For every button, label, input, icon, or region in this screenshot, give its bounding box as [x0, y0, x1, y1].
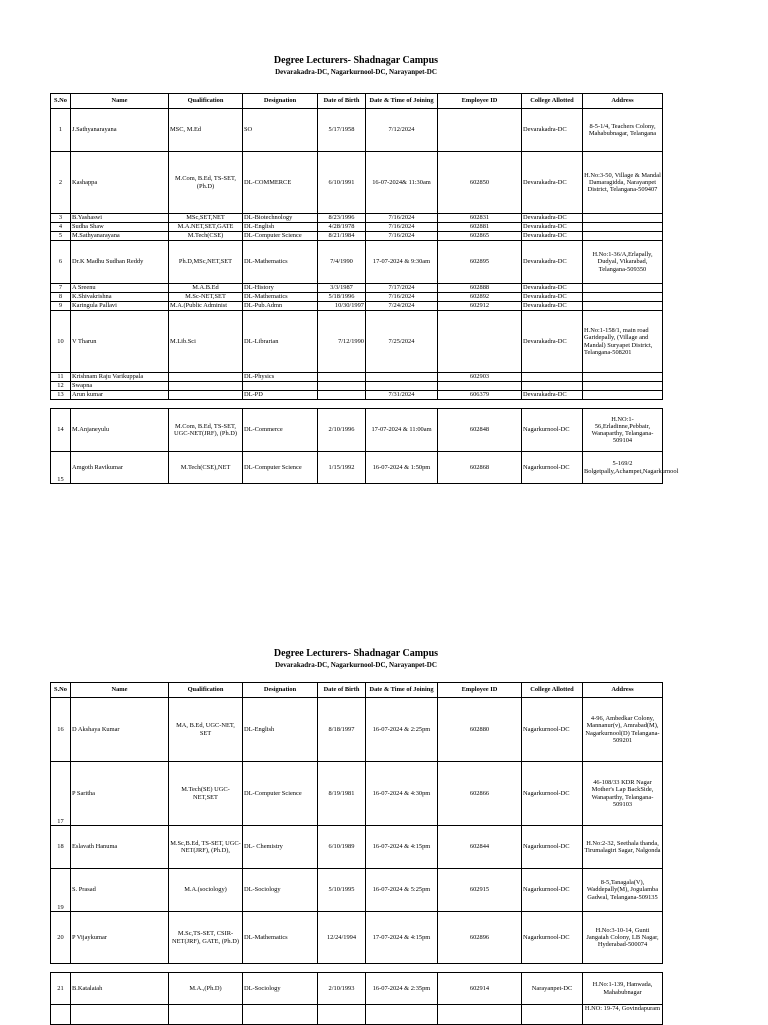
cell-sno: 6 [51, 241, 71, 284]
table-row [51, 869, 663, 912]
cell-sno: 19 [51, 869, 71, 912]
header-qualification: Qualification [169, 94, 243, 109]
cell-name: Karingula Pallavi [71, 302, 169, 311]
cell-address: H.No:1-36/A,Erlapally, Dudyal, Vikarabad, Telangana-509350 [583, 241, 663, 284]
cell-name: Arun kumar [71, 391, 169, 400]
cell-name: Amgoth Ravikumar [71, 452, 169, 484]
cell-qualification [169, 373, 243, 382]
cell-sno: 16 [51, 698, 71, 762]
table-header [51, 94, 663, 109]
table-row [51, 109, 663, 152]
cell-sno: 12 [51, 382, 71, 391]
cell-college: Devarakadra-DC [522, 223, 583, 232]
header-sno: S.No [51, 94, 71, 109]
cell-address: H.No:3-10-14, Gunti Jangaiah Colony, LB Nagar, Hyderabad-500074 [583, 912, 663, 964]
header-college: College Allotted [522, 683, 583, 698]
cell-college: Nagarkurnool-DC [522, 826, 583, 869]
table-row [51, 293, 663, 302]
cell-dob: 2/10/1993 [318, 973, 366, 1005]
cell-qualification: Ph.D,MSc,NET,SET [169, 241, 243, 284]
cell-designation: DL-Pub.Admn [243, 302, 318, 311]
cell-sno: 18 [51, 826, 71, 869]
cell-designation: DL-Physics [243, 373, 318, 382]
cell-employee-id [438, 109, 522, 152]
table-spacer [51, 964, 663, 973]
cell-sno: 13 [51, 391, 71, 400]
cell-employee-id: 602868 [438, 452, 522, 484]
cell-sno: 4 [51, 223, 71, 232]
cell-college: Nagarkurnool-DC [522, 409, 583, 452]
cell-address: H.No:1-139, Hanwada, Mahabubnagar [583, 973, 663, 1005]
cell-name: D Akshaya Kumar [71, 698, 169, 762]
header-designation: Designation [243, 683, 318, 698]
table-row [51, 698, 663, 762]
table-row [51, 302, 663, 311]
cell-dob: 7/12/1990 [318, 311, 366, 373]
cell-dob: 3/3/1987 [318, 284, 366, 293]
cell-dob: 8/18/1997 [318, 698, 366, 762]
cell-name: B.Yashaswi [71, 214, 169, 223]
table-row [51, 1005, 663, 1025]
cell-address [583, 214, 663, 223]
cell-joining: 17-07-2024 & 9:30am [366, 241, 438, 284]
cell-college: Narayanpet-DC [522, 973, 583, 1005]
cell-address: H.No:2-32, Seethala thanda, Tirumalagiri Sagar, Nalgonda [583, 826, 663, 869]
cell-employee-id: 602880 [438, 698, 522, 762]
cell-employee-id: 602914 [438, 973, 522, 1005]
cell-designation: DL-Sociology [243, 973, 318, 1005]
cell-name: Krishnam Raju Varikuppala [71, 373, 169, 382]
cell-joining: 7/16/2024 [366, 293, 438, 302]
cell-designation: DL-Mathematics [243, 293, 318, 302]
cell-name: Kashappa [71, 152, 169, 214]
cell-employee-id: 602895 [438, 241, 522, 284]
cell-employee-id: 602850 [438, 152, 522, 214]
page-subtitle: Devarakadra-DC, Nagarkurnool-DC, Narayanpet-DC [275, 68, 437, 76]
cell-address [583, 382, 663, 391]
cell-college: Devarakadra-DC [522, 109, 583, 152]
cell-sno: 1 [51, 109, 71, 152]
cell-dob: 7/4/1990 [318, 241, 366, 284]
cell-name: S. Prasad [71, 869, 169, 912]
cell-dob: 6/10/1991 [318, 152, 366, 214]
cell-sno: 3 [51, 214, 71, 223]
cell-name: Dr.K Madhu Sudhan Reddy [71, 241, 169, 284]
cell-dob: 10/30/1997 [318, 302, 366, 311]
cell-designation: DL- Chemistry [243, 826, 318, 869]
cell-sno: 9 [51, 302, 71, 311]
cell-name: B.Katalaiah [71, 973, 169, 1005]
cell-dob: 1/15/1992 [318, 452, 366, 484]
cell-qualification: M.A.B.Ed [169, 284, 243, 293]
cell-address: 4-96, Ambedkar Colony, Mannanur(v), Amrabad(M), Nagarkurnool(D) Telangana-509201 [583, 698, 663, 762]
cell-qualification: M.Tech(CSE) [169, 232, 243, 241]
table-row [51, 973, 663, 1005]
cell-address [583, 373, 663, 382]
header-college: College Allotted [522, 94, 583, 109]
cell-sno: 14 [51, 409, 71, 452]
cell-name: J.Sathyanarayana [71, 109, 169, 152]
cell-joining: 16-07-2024 & 2:35pm [366, 973, 438, 1005]
table-row [51, 382, 663, 391]
cell-qualification: M.A.,(Ph.D) [169, 973, 243, 1005]
table-row [51, 912, 663, 964]
cell-qualification: M.Sc,TS-SET, CSIR-NET(JRF), GATE, (Ph.D) [169, 912, 243, 964]
cell-address [583, 223, 663, 232]
cell-college: Nagarkurnool-DC [522, 452, 583, 484]
cell-joining: 7/16/2024 [366, 214, 438, 223]
cell-sno: 15 [51, 452, 71, 484]
cell-dob: 5/18/1996 [318, 293, 366, 302]
cell-sno: 2 [51, 152, 71, 214]
header-employee-id: Employee ID [438, 683, 522, 698]
header-dob: Date of Birth [318, 683, 366, 698]
page-subtitle: Devarakadra-DC, Nagarkurnool-DC, Narayanpet-DC [275, 661, 437, 669]
table-row [51, 152, 663, 214]
cell-dob: 5/17/1958 [318, 109, 366, 152]
cell-address: 5-169/2 Bolgetpally,Achampet,Nagarkurnool [583, 452, 663, 484]
cell-dob: 2/10/1996 [318, 409, 366, 452]
cell-employee-id [438, 382, 522, 391]
cell-employee-id: 606379 [438, 391, 522, 400]
cell-dob [318, 373, 366, 382]
cell-sno: 11 [51, 373, 71, 382]
header-address: Address [583, 683, 663, 698]
cell-qualification: M.A.NET,SET,GATE [169, 223, 243, 232]
cell-designation: SO [243, 109, 318, 152]
cell-designation [243, 382, 318, 391]
cell-joining [366, 382, 438, 391]
cell-joining: 16-07-2024 & 2:25pm [366, 698, 438, 762]
cell-address: 8-5,Tanagala(V), Waddepally(M), Jogulamba Gadwal, Telangana-509135 [583, 869, 663, 912]
cell-college: Nagarkurnool-DC [522, 869, 583, 912]
cell-college: Devarakadra-DC [522, 214, 583, 223]
cell-joining: 17-07-2024 & 4:15pm [366, 912, 438, 964]
cell-joining: 16-07-2024& 11:30am [366, 152, 438, 214]
cell-college [522, 373, 583, 382]
cell-qualification: MSC, M.Ed [169, 109, 243, 152]
cell-address: H.NO: 19-74, Govindapuram [583, 1005, 663, 1025]
cell-college: Devarakadra-DC [522, 391, 583, 400]
header-dob: Date of Birth [318, 94, 366, 109]
header-name: Name [71, 683, 169, 698]
cell-designation: DL-Computer Science [243, 452, 318, 484]
lecturers-table [50, 93, 679, 484]
cell-designation: DL-Sociology [243, 869, 318, 912]
cell-dob: 5/10/1995 [318, 869, 366, 912]
cell-dob: 8/19/1981 [318, 762, 366, 826]
cell-joining: 16-07-2024 & 4:15pm [366, 826, 438, 869]
cell-college: Devarakadra-DC [522, 152, 583, 214]
cell-name: Swapna [71, 382, 169, 391]
cell-designation: DL-Biotechnology [243, 214, 318, 223]
cell-joining: 7/17/2024 [366, 284, 438, 293]
cell-dob [318, 382, 366, 391]
cell-name: P Vijaykumar [71, 912, 169, 964]
cell-name: A Sreenu [71, 284, 169, 293]
cell-joining: 7/24/2024 [366, 302, 438, 311]
cell-address [583, 302, 663, 311]
cell-address [583, 284, 663, 293]
cell-joining: 7/25/2024 [366, 311, 438, 373]
cell-qualification: MA, B.Ed, UGC-NET, SET [169, 698, 243, 762]
cell-designation: DL-Computer Science [243, 762, 318, 826]
cell-name: Eslavath Hanuma [71, 826, 169, 869]
cell-qualification [169, 391, 243, 400]
cell-sno: 5 [51, 232, 71, 241]
table-spacer [51, 400, 663, 409]
cell-joining: 17-07-2024 & 11:00am [366, 409, 438, 452]
table-row [51, 391, 663, 400]
cell-college [522, 382, 583, 391]
table-row [51, 762, 663, 826]
page-title: Degree Lecturers- Shadnagar Campus [273, 55, 439, 66]
cell-employee-id: 602912 [438, 302, 522, 311]
cell-address: 46-108/33 KDR Nagar Mother's Lap BackSide, Wanaparthy, Telangana-509103 [583, 762, 663, 826]
table-row [51, 452, 663, 484]
cell-dob: 8/23/1996 [318, 214, 366, 223]
cell-sno: 21 [51, 973, 71, 1005]
cell-qualification: M.Lib.Sci [169, 311, 243, 373]
cell-joining: 7/12/2024 [366, 109, 438, 152]
table-row [51, 223, 663, 232]
cell-college [522, 1005, 583, 1025]
cell-college: Devarakadra-DC [522, 311, 583, 373]
cell-dob [318, 391, 366, 400]
cell-employee-id: 602844 [438, 826, 522, 869]
cell-name: M.Anjaneyulu [71, 409, 169, 452]
cell-sno: 8 [51, 293, 71, 302]
cell-designation: DL-PD [243, 391, 318, 400]
cell-employee-id [438, 311, 522, 373]
table-header [51, 683, 663, 698]
cell-address [583, 391, 663, 400]
header-name: Name [71, 94, 169, 109]
cell-qualification: M.Sc,B.Ed, TS-SET, UGC-NET(JRF), (Ph.D), [169, 826, 243, 869]
cell-name [71, 1005, 169, 1025]
cell-employee-id: 602831 [438, 214, 522, 223]
header-designation: Designation [243, 94, 318, 109]
cell-joining: 7/31/2024 [366, 391, 438, 400]
cell-employee-id: 602903 [438, 373, 522, 382]
cell-qualification: M.Tech(SE) UGC-NET,SET [169, 762, 243, 826]
cell-address [583, 293, 663, 302]
table-row [51, 373, 663, 382]
cell-name: K.Shivakrishna [71, 293, 169, 302]
cell-joining: 16-07-2024 & 5:25pm [366, 869, 438, 912]
cell-address: H.No:1-158/1, main road Garidepally, (Village and Mandal) Suryapet District, Telangana-508201 [583, 311, 663, 373]
cell-designation: DL-Mathematics [243, 241, 318, 284]
cell-designation: DL-History [243, 284, 318, 293]
cell-designation: DL-Computer Science [243, 232, 318, 241]
table-row [51, 241, 663, 284]
cell-sno: 10 [51, 311, 71, 373]
header-sno: S.No [51, 683, 71, 698]
table-row [51, 214, 663, 223]
cell-joining: 16-07-2024 & 4:30pm [366, 762, 438, 826]
cell-college: Devarakadra-DC [522, 241, 583, 284]
cell-sno [51, 1005, 71, 1025]
cell-joining [366, 1005, 438, 1025]
header-joining: Date & Time of Joining [366, 94, 438, 109]
cell-sno: 17 [51, 762, 71, 826]
cell-employee-id: 602888 [438, 284, 522, 293]
page-title: Degree Lecturers- Shadnagar Campus [273, 648, 439, 659]
cell-joining: 7/16/2024 [366, 223, 438, 232]
table-row [51, 311, 663, 373]
cell-designation: DL-English [243, 698, 318, 762]
cell-address [583, 232, 663, 241]
cell-college: Nagarkurnool-DC [522, 698, 583, 762]
cell-dob: 6/10/1989 [318, 826, 366, 869]
cell-joining [366, 373, 438, 382]
table-row [51, 826, 663, 869]
cell-address: H.No:3-50, Village & Mandal Damaragidda, Narayanpet District, Telangana-509407 [583, 152, 663, 214]
header-address: Address [583, 94, 663, 109]
lecturers-table [50, 682, 663, 1025]
cell-qualification: M.A.(Public Administ [169, 302, 243, 311]
cell-qualification: M.A.(sociology) [169, 869, 243, 912]
cell-sno: 7 [51, 284, 71, 293]
cell-employee-id: 602896 [438, 912, 522, 964]
table-row [51, 232, 663, 241]
cell-college: Nagarkurnool-DC [522, 762, 583, 826]
cell-qualification: M.Com, B.Ed, TS-SET, UGC-NET(JRF), (Ph.D) [169, 409, 243, 452]
cell-college: Devarakadra-DC [522, 302, 583, 311]
cell-dob: 12/24/1994 [318, 912, 366, 964]
cell-sno: 20 [51, 912, 71, 964]
cell-address: H.NO:1-56,Erladinne,Pebbair, Wanaparthy, Telangana-509104 [583, 409, 663, 452]
table-row [51, 409, 663, 452]
cell-name: V Tharun [71, 311, 169, 373]
header-employee-id: Employee ID [438, 94, 522, 109]
cell-designation: DL-Commerce [243, 409, 318, 452]
cell-college: Devarakadra-DC [522, 284, 583, 293]
cell-employee-id: 602848 [438, 409, 522, 452]
header-qualification: Qualification [169, 683, 243, 698]
cell-dob: 8/21/1984 [318, 232, 366, 241]
cell-employee-id: 602892 [438, 293, 522, 302]
cell-qualification [169, 1005, 243, 1025]
cell-qualification: M.Tech(CSE),NET [169, 452, 243, 484]
cell-dob: 4/28/1978 [318, 223, 366, 232]
page-2 [50, 648, 662, 1025]
cell-college: Devarakadra-DC [522, 293, 583, 302]
cell-designation: DL-Mathematics [243, 912, 318, 964]
cell-qualification [169, 382, 243, 391]
cell-qualification: MSc,SET,NET [169, 214, 243, 223]
header-joining: Date & Time of Joining [366, 683, 438, 698]
cell-address: 8-5-1/4, Teachers Colony, Mahabubnagar, Telangana [583, 109, 663, 152]
cell-joining: 16-07-2024 & 1:50pm [366, 452, 438, 484]
cell-dob [318, 1005, 366, 1025]
cell-qualification: M.Sc-NET,SET [169, 293, 243, 302]
cell-employee-id [438, 1005, 522, 1025]
cell-employee-id: 602881 [438, 223, 522, 232]
cell-name: Sudha Shaw [71, 223, 169, 232]
cell-designation: DL-Librarian [243, 311, 318, 373]
cell-employee-id: 602915 [438, 869, 522, 912]
page-1 [50, 55, 679, 484]
cell-joining: 7/16/2024 [366, 232, 438, 241]
cell-qualification: M.Com, B.Ed, TS-SET, (Ph.D) [169, 152, 243, 214]
cell-employee-id: 602866 [438, 762, 522, 826]
cell-name: P Saritha [71, 762, 169, 826]
cell-designation: DL-English [243, 223, 318, 232]
cell-name: M.Sathyanarayana [71, 232, 169, 241]
cell-college: Nagarkurnool-DC [522, 912, 583, 964]
cell-college: Devarakadra-DC [522, 232, 583, 241]
cell-designation: DL-COMMERCE [243, 152, 318, 214]
table-row [51, 284, 663, 293]
cell-designation [243, 1005, 318, 1025]
cell-employee-id: 602865 [438, 232, 522, 241]
